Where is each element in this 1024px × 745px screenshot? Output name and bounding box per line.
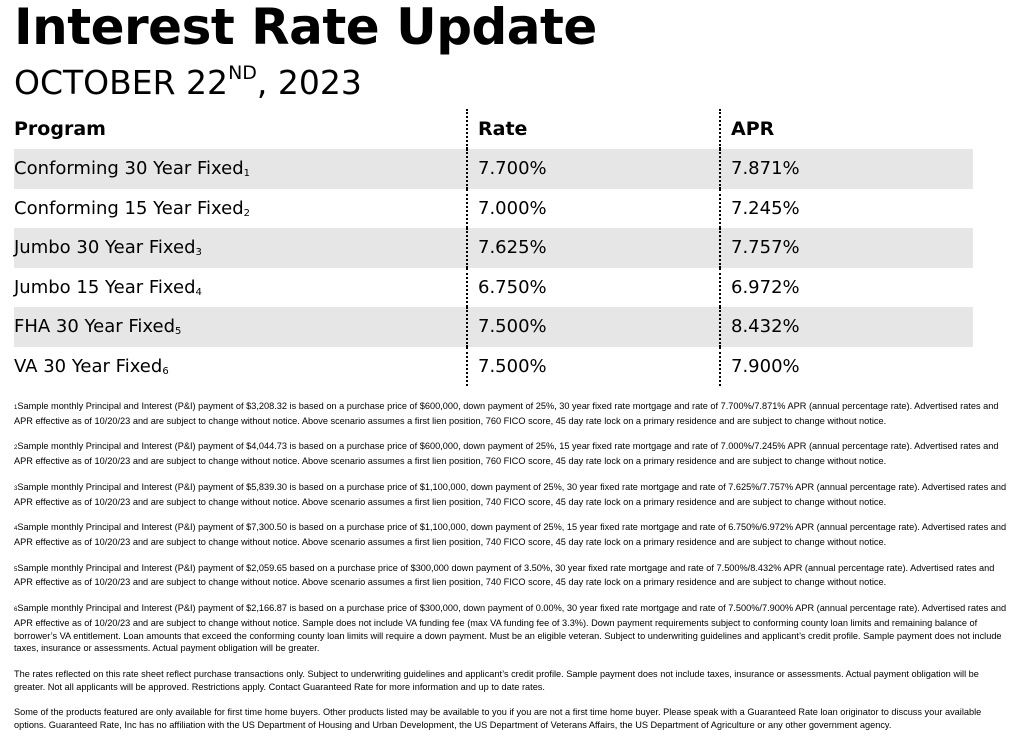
apr-cell: 7.871% xyxy=(720,149,973,189)
disclaimer-purchase: The rates reflected on this rate sheet reflect purchase transactions only. Subject to underwriting guidelines and applicant’s credit profile. Sample payment does not include taxes, insurance or assessments. Actual payment obligation will be greater. Not all applicants will be approved. Restrictions apply. Contact Guaranteed Rate for more information and up to date rates. xyxy=(14,668,979,692)
apr-cell: 7.245% xyxy=(720,189,973,229)
footnote-number: 3 xyxy=(14,485,18,492)
footnote-number: 6 xyxy=(14,606,18,613)
rate-cell: 7.625% xyxy=(467,228,720,268)
apr-cell: 7.900% xyxy=(720,347,973,387)
table-header-row xyxy=(14,109,973,149)
date-year: , 2023 xyxy=(256,63,362,102)
rate-cell: 7.700% xyxy=(467,149,720,189)
header-program: Program xyxy=(14,118,106,140)
date-main: OCTOBER 22 xyxy=(14,63,229,102)
footnote-text: Sample monthly Principal and Interest (P&I) payment of $5,839.30 is based on a purchase price of $1,100,000, down payment of 25%, 30 year fixed rate mortgage and rate of 7.625%/7.757% APR (annual percentage rate). Advertised rates and APR effective as of 10/20/23 and are subject to change without notice. Above scenario assumes a first lien position, 740 FICO score, 45 day rate lock on a primary residence and are subject to change without notice. xyxy=(14,481,1007,507)
program-name: Conforming 30 Year Fixed xyxy=(14,158,244,180)
program-name: Jumbo 15 Year Fixed xyxy=(14,276,196,298)
footnote-number: 4 xyxy=(14,526,18,533)
program-cell xyxy=(14,268,467,308)
table-row xyxy=(14,347,973,387)
rates-table xyxy=(14,109,973,386)
footnote-text: Sample monthly Principal and Interest (P&I) payment of $2,166.87 is based on a purchase price of $300,000, down payment of 0.00%, 30 year fixed rate mortgage and rate of 7.500%/7.900% APR (annual percentage rate). Advertised rates and APR effective as of 10/20/23 and are subject to change without notice. Sample does not include VA funding fee (max VA funding fee of 3.3%). Down payment requirements subject to conforming county loan limits and remaining balance of borrower’s VA entitlement. Loan amounts that exceed the conforming county loan limits will require a down payment. Must be an eligible veteran. Subject to underwriting guidelines and applicant’s credit profile. Sample payment does not include taxes, insurance or assessments. Actual payment obligation will be greater. xyxy=(14,602,1007,654)
program-name: VA 30 Year Fixed xyxy=(14,355,163,377)
footnote-3 xyxy=(14,481,1012,509)
footnote-mark: 3 xyxy=(195,247,202,259)
footnotes xyxy=(14,400,1012,745)
footnote-mark: 2 xyxy=(243,207,250,219)
apr-cell: 7.757% xyxy=(720,228,973,268)
footnote-mark: 6 xyxy=(162,365,169,377)
rate-cell: 7.000% xyxy=(467,189,720,229)
program-cell xyxy=(14,189,467,229)
footnote-4 xyxy=(14,521,1012,549)
rate-cell: 7.500% xyxy=(467,307,720,347)
table-row xyxy=(14,189,973,229)
page-title: Interest Rate Update xyxy=(14,0,597,56)
footnote-mark: 5 xyxy=(175,326,182,338)
apr-cell: 8.432% xyxy=(720,307,973,347)
table-row xyxy=(14,268,973,308)
footnote-mark: 1 xyxy=(243,168,250,180)
rate-cell: 6.750% xyxy=(467,268,720,308)
program-cell xyxy=(14,228,467,268)
footnote-text: Sample monthly Principal and Interest (P&I) payment of $7,300.50 is based on a purchase price of $1,100,000, down payment of 25%, 15 year fixed rate mortgage and rate of 6.750%/6.972% APR (annual percentage rate). Advertised rates and APR effective as of 10/20/23 and are subject to change without notice. Above scenario assumes a first lien position, 740 FICO score, 45 day rate lock on a primary residence and are subject to change without notice. xyxy=(14,522,1007,547)
program-cell xyxy=(14,307,467,347)
footnote-text: Sample monthly Principal and Interest (P&I) payment of $4,044.73 is based on a purchase price of $600,000, down payment of 25%, 15 year fixed rate mortgage and rate of 7.000%/7.245% APR (annual percentage rate). Advertised rates and APR effective as of 10/20/23 and are subject to change without notice. Above scenario assumes a first lien position, 760 FICO score, 45 day rate lock on a primary residence and are subject to change without notice. xyxy=(14,441,999,467)
program-name: Conforming 15 Year Fixed xyxy=(14,197,244,219)
footnote-6 xyxy=(14,602,1012,655)
date-ordinal: ND xyxy=(228,62,257,84)
program-name: FHA 30 Year Fixed xyxy=(14,316,176,338)
footnote-number: 1 xyxy=(14,405,18,411)
rate-cell: 7.500% xyxy=(467,347,720,387)
table-row xyxy=(14,149,973,189)
footnote-5 xyxy=(14,562,1012,590)
footnote-text: Sample monthly Principal and Interest (P&I) payment of $2,059.65 based on a purchase price of $300,000 down payment of 3.50%, 30 year fixed rate mortgage and rate of 7.500%/8.432% APR (annual percentage rate). Advertised rates and APR effective as of 10/20/23 and are subject to change without notice. Above scenario assumes a first lien position, 740 FICO score, 45 day rate lock on a primary residence and are subject to change without notice. xyxy=(14,562,995,588)
program-cell xyxy=(14,149,467,189)
footnote-1 xyxy=(14,400,1012,428)
footnote-number: 5 xyxy=(14,566,18,573)
header-apr: APR xyxy=(720,109,973,149)
footnote-text: Sample monthly Principal and Interest (P&I) payment of $3,208.32 is based on a purchase price of $600,000, down payment of 25%, 30 year fixed rate mortgage and rate of 7.700%/7.871% APR (annual percentage rate). Advertised rates and APR effective as of 10/20/23 and are subject to change without notice. Above scenario assumes a first lien position, 760 FICO score, 45 day rate lock on a primary residence and are subject to change without notice. xyxy=(14,401,999,426)
footnote-mark: 4 xyxy=(195,286,202,298)
table-row xyxy=(14,307,973,347)
disclaimer-first-time-buyer: Some of the products featured are only available for first time home buyers. Other products listed may be available to you if you are not a first time home buyer. Please speak with a Guaranteed Rate loan originator to discuss your available options. Guaranteed Rate, Inc has no affiliation with the US Department of Housing and Urban Development, the US Department of Veterans Affairs, the US Department of Agriculture or any other government agency. xyxy=(14,707,982,731)
footnote-number: 2 xyxy=(14,445,18,452)
program-name: Jumbo 30 Year Fixed xyxy=(14,237,196,259)
program-cell xyxy=(14,347,467,387)
header-rate: Rate xyxy=(467,109,720,149)
update-date xyxy=(14,62,362,102)
table-row xyxy=(14,228,973,268)
footnote-2 xyxy=(14,440,1012,468)
apr-cell: 6.972% xyxy=(720,268,973,308)
